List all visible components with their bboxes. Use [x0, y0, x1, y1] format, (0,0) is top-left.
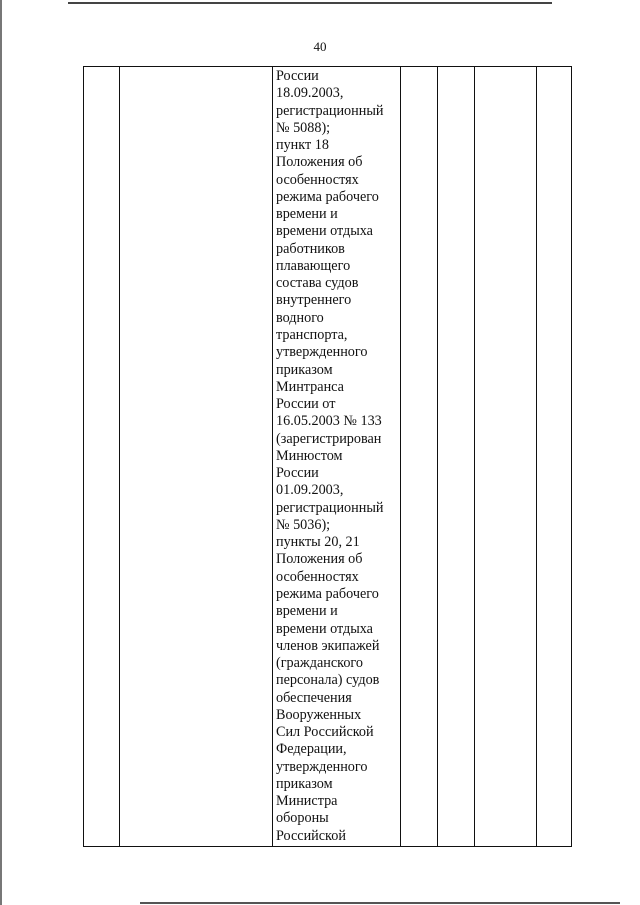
cell-line: режима рабочего: [276, 188, 379, 205]
cell-line: времени и: [276, 206, 338, 223]
cell-line: утвержденного: [276, 758, 368, 775]
cell-line: персонала) судов: [276, 672, 380, 689]
cell-line: 18.09.2003,: [276, 85, 344, 102]
cell-line: времени и: [276, 603, 338, 620]
cell-line: Сил Российской: [276, 724, 374, 741]
cell-line: обеспечения: [276, 689, 352, 706]
column-divider-1: [119, 66, 120, 847]
cell-line: членов экипажей: [276, 637, 380, 654]
cell-line: приказом: [276, 361, 333, 378]
cell-line: особенностях: [276, 171, 359, 188]
cell-line: пункт 18: [276, 137, 329, 154]
column-divider-2: [272, 66, 273, 847]
cell-line: пункты 20, 21: [276, 534, 360, 551]
cell-line: регистрационный: [276, 499, 384, 516]
cell-line: (гражданского: [276, 655, 363, 672]
cell-line: 01.09.2003,: [276, 482, 344, 499]
cell-line: работников: [276, 240, 345, 257]
page-number: 40: [313, 39, 327, 54]
column-divider-5: [474, 66, 475, 847]
cell-line: № 5088);: [276, 119, 331, 136]
cell-line: № 5036);: [276, 516, 331, 533]
cell-line: Вооруженных: [276, 706, 362, 723]
cell-line: водного: [276, 309, 324, 326]
cell-line: плавающего: [276, 257, 351, 274]
cell-line: внутреннего: [276, 292, 352, 309]
cell-line: Минтранса: [276, 378, 344, 395]
column-divider-6: [536, 66, 537, 847]
cell-line: России: [276, 465, 319, 482]
cell-line: 16.05.2003 № 133: [276, 413, 382, 430]
scan-edge-left: [0, 0, 2, 905]
scan-edge-bottom: [140, 902, 620, 904]
cell-line: особенностях: [276, 568, 359, 585]
cell-line: времени отдыха: [276, 620, 373, 637]
cell-line: транспорта,: [276, 326, 348, 343]
cell-line: Минюстом: [276, 447, 343, 464]
cell-line: обороны: [276, 810, 329, 827]
cell-line: состава судов: [276, 275, 359, 292]
cell-line: режима рабочего: [276, 585, 379, 602]
cell-line: времени отдыха: [276, 223, 373, 240]
cell-line: Российской: [276, 827, 346, 844]
cell-line: утвержденного: [276, 344, 368, 361]
legal-basis-cell: [276, 68, 401, 845]
cell-line: Положения об: [276, 551, 363, 568]
cell-line: Федерации,: [276, 741, 347, 758]
cell-line: приказом: [276, 775, 333, 792]
cell-line: Министра: [276, 793, 338, 810]
scan-edge-top: [68, 2, 552, 4]
column-divider-4: [437, 66, 438, 847]
cell-line: (зарегистрирован: [276, 430, 382, 447]
cell-line: России от: [276, 396, 336, 413]
cell-line: Положения об: [276, 154, 363, 171]
cell-line: регистрационный: [276, 102, 384, 119]
cell-line: России: [276, 68, 319, 84]
